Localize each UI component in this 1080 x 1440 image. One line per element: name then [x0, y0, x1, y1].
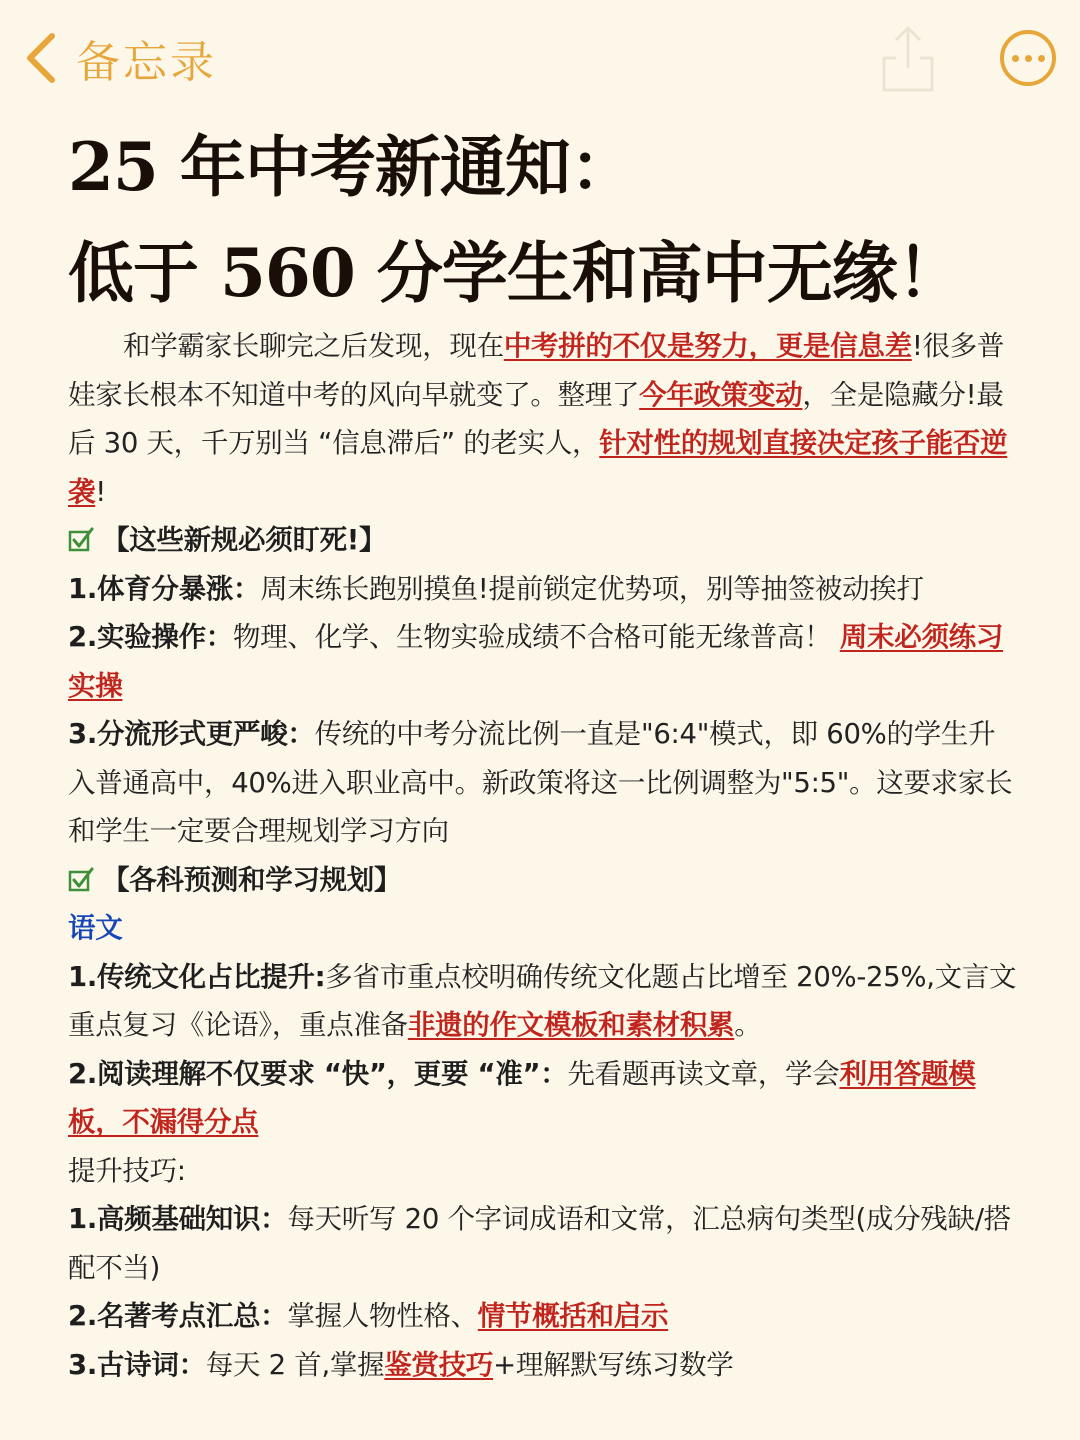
item-text: 掌握人物性格、 — [287, 1300, 478, 1332]
highlight-text: 周末必须练习实操 — [68, 621, 1004, 702]
item-label: 1.高频基础知识： — [68, 1203, 288, 1235]
dot-icon — [1012, 55, 1019, 62]
more-options-button[interactable] — [1000, 30, 1056, 86]
list-item — [68, 710, 1018, 856]
checkbox-check-icon — [68, 526, 94, 552]
highlight-text: 针对性的规划直接决定孩子能否逆袭 — [68, 427, 1008, 508]
highlight-text: 利用答题模板，不漏得分点 — [68, 1057, 976, 1138]
chevron-left-icon — [22, 28, 62, 88]
item-text: 多省市重点校明确传统文化题占比增至 20%-25%,文言文重点复习《论语》，重点准备 — [68, 960, 1017, 1041]
highlight-text: 情节概括和启示 — [477, 1300, 669, 1332]
section-heading — [68, 856, 1018, 905]
intro-text: ，全是隐藏分!最后 30 天，千万别当 “信息滞后” 的老实人， — [68, 378, 1004, 459]
section-heading — [68, 516, 1018, 565]
back-label: 备忘录 — [76, 38, 217, 87]
dot-icon — [1038, 55, 1045, 62]
share-icon[interactable] — [878, 22, 938, 94]
highlight-text: 中考拼的不仅是努力，更是信息差 — [503, 330, 912, 362]
item-label: 1.传统文化占比提升: — [68, 960, 326, 993]
subject-heading: 语文 — [68, 912, 123, 944]
tips-label: 提升技巧: — [68, 1154, 186, 1187]
dot-icon — [1025, 55, 1032, 62]
highlight-text: 非遗的作文模板和素材积累 — [407, 1009, 735, 1041]
item-label: 2.实验操作： — [68, 621, 233, 653]
item-label: 1.体育分暴涨： — [68, 572, 261, 605]
title-line-2: 低于 560 分学生和高中无缘！ — [68, 234, 962, 312]
item-text: 周末练长跑别摸鱼!提前锁定优势项，别等抽签被动挨打 — [260, 572, 924, 605]
item-text: 传统的中考分流比例一直是"6:4"模式，即 60%的学生升入普通高中，40%进入职业高中。新政策将这一比例调整为"5:5"。这要求家长和学生一定要合理规划学习方向 — [68, 718, 1013, 847]
list-item — [68, 613, 1018, 710]
note-body — [68, 322, 1018, 1389]
top-bar — [0, 0, 1080, 112]
item-text: 物理、化学、生物实验成绩不合格可能无缘普高！ — [232, 621, 832, 653]
note-title — [68, 114, 1048, 326]
list-item — [68, 1050, 1018, 1147]
title-line-1: 25 年中考新通知： — [68, 128, 635, 206]
item-label: 3.古诗词： — [68, 1348, 206, 1381]
intro-text: ! — [95, 475, 106, 508]
highlight-text: 鉴赏技巧 — [384, 1348, 494, 1381]
list-item — [68, 953, 1018, 1050]
list-item — [68, 565, 1018, 614]
highlight-text: 今年政策变动 — [639, 378, 803, 411]
item-text: +理解默写练习数学 — [493, 1348, 734, 1381]
item-text: 每天 2 首,掌握 — [205, 1348, 385, 1381]
item-label: 3.分流形式更严峻： — [68, 718, 315, 750]
intro-text: !很多普娃家长根本不知道中考的风向早就变了。整理了 — [68, 330, 1005, 411]
list-item — [68, 1341, 1018, 1390]
item-label: 2.名著考点汇总： — [68, 1300, 288, 1332]
checkbox-check-icon — [68, 866, 94, 892]
item-label: 2.阅读理解不仅要求 “快”，更要 “准”： — [68, 1057, 568, 1090]
back-button[interactable] — [22, 26, 217, 90]
intro-paragraph — [68, 322, 1018, 516]
intro-text: 和学霸家长聊完之后发现，现在 — [123, 330, 504, 362]
item-text: 每天听写 20 个字词成语和文常，汇总病句类型(成分残缺/搭配不当) — [68, 1203, 1011, 1284]
list-item — [68, 1195, 1018, 1292]
list-item — [68, 1292, 1018, 1341]
item-text: 先看题再读文章，学会 — [567, 1057, 840, 1090]
section-heading-text: 【各科预测和学习规划】 — [102, 863, 402, 896]
section-heading-text: 【这些新规必须盯死!】 — [102, 524, 387, 556]
item-text: 。 — [734, 1009, 762, 1041]
